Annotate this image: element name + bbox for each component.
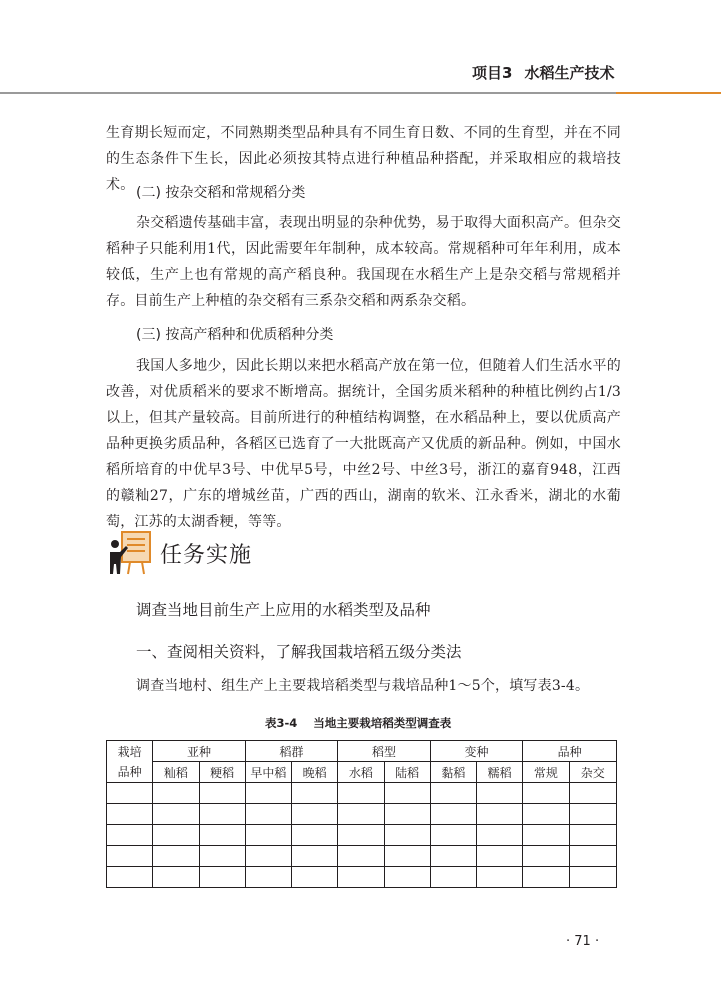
task-step-heading: 一、查阅相关资料，了解我国栽培稻五级分类法 bbox=[136, 643, 462, 661]
header-rule bbox=[0, 92, 616, 94]
header-chapter-title: 水稻生产技术 bbox=[524, 64, 615, 82]
subheader-glutinous: 糯稻 bbox=[477, 762, 523, 783]
rowhead-line-1: 栽培 bbox=[117, 744, 142, 759]
table-row bbox=[107, 846, 617, 867]
table-caption bbox=[265, 715, 451, 731]
subheader-conventional: 常规 bbox=[523, 762, 569, 783]
table-header-row bbox=[107, 741, 617, 762]
teacher-board-icon bbox=[108, 530, 152, 576]
task-section-title: 任务实施 bbox=[160, 543, 253, 568]
group-header-cultivar: 品种 bbox=[523, 741, 617, 762]
table-caption-number: 表3-4 bbox=[265, 716, 298, 730]
group-header-subspecies: 亚种 bbox=[153, 741, 246, 762]
subheader-paddy: 水稻 bbox=[338, 762, 384, 783]
task-subtitle: 调查当地目前生产上应用的水稻类型及品种 bbox=[136, 601, 431, 619]
group-header-rice-group: 稻群 bbox=[245, 741, 338, 762]
page-number: · 71 · bbox=[566, 934, 600, 949]
subheader-nonglutinous: 黏稻 bbox=[430, 762, 476, 783]
paragraph-continued: 生育期长短而定，不同熟期类型品种具有不同生育日数、不同的生育型，并在不同的生态条件下生长，因此必须按其特点进行种植品种搭配，并采取相应的栽培技术。 bbox=[106, 125, 621, 193]
table-caption-title: 当地主要栽培稻类型调查表 bbox=[313, 716, 452, 730]
header-project-number: 项目3 bbox=[472, 64, 513, 82]
subheader-early-mid: 早中稻 bbox=[245, 762, 291, 783]
section-heading-hybrid: (二) 按杂交稻和常规稻分类 bbox=[136, 185, 306, 201]
table-row bbox=[107, 867, 617, 888]
table-rowhead-cultivar bbox=[107, 741, 153, 783]
subheader-late: 晚稻 bbox=[292, 762, 338, 783]
table-row bbox=[107, 783, 617, 804]
table-subheader-row bbox=[107, 762, 617, 783]
group-header-variety: 变种 bbox=[430, 741, 523, 762]
table-row bbox=[107, 825, 617, 846]
subheader-indica: 籼稻 bbox=[153, 762, 199, 783]
subheader-hybrid: 杂交 bbox=[569, 762, 616, 783]
subheader-japonica: 粳稻 bbox=[199, 762, 245, 783]
subheader-upland: 陆稻 bbox=[384, 762, 430, 783]
table-row bbox=[107, 804, 617, 825]
survey-table bbox=[106, 740, 617, 888]
header-rule-accent bbox=[616, 92, 721, 94]
paragraph-hybrid-rice: 杂交稻遗传基础丰富，表现出明显的杂种优势，易于取得大面积高产。但杂交稻种子只能利用1代，因此需要年年制种，成本较高。常规稻种可年年利用，成本较低，生产上也有常规的高产稻良种。我国现在水稻生产上是杂交稻与常规稻并存。目前生产上种植的杂交稻有三系杂交稻和两系杂交稻。 bbox=[106, 215, 621, 309]
task-instruction: 调查当地村、组生产上主要栽培稻类型与栽培品种1～5个，填写表3-4。 bbox=[136, 678, 590, 694]
section-heading-quality: (三) 按高产稻种和优质稻种分类 bbox=[136, 327, 334, 343]
paragraph-quality-rice: 我国人多地少，因此长期以来把水稻高产放在第一位，但随着人们生活水平的改善，对优质稻米的要求不断增高。据统计，全国劣质米稻种的种植比例约占1/3以上，但其产量较高。目前所进行的种植结构调整，在水稻品种上，要以优质高产品种更换劣质品种，各稻区已选育了一大批既高产又优质的新品种。例如，中国水稻所培育的中优早3号、中优早5号，中丝2号、中丝3号，浙江的嘉育948，江西的赣籼27，广东的增城丝苗，广西的西山，湖南的软米、江永香米，湖北的水葡萄，江苏的太湖香粳，等等。 bbox=[106, 358, 621, 530]
running-header bbox=[472, 62, 652, 83]
rowhead-line-2: 品种 bbox=[117, 764, 142, 779]
group-header-rice-type: 稻型 bbox=[338, 741, 431, 762]
